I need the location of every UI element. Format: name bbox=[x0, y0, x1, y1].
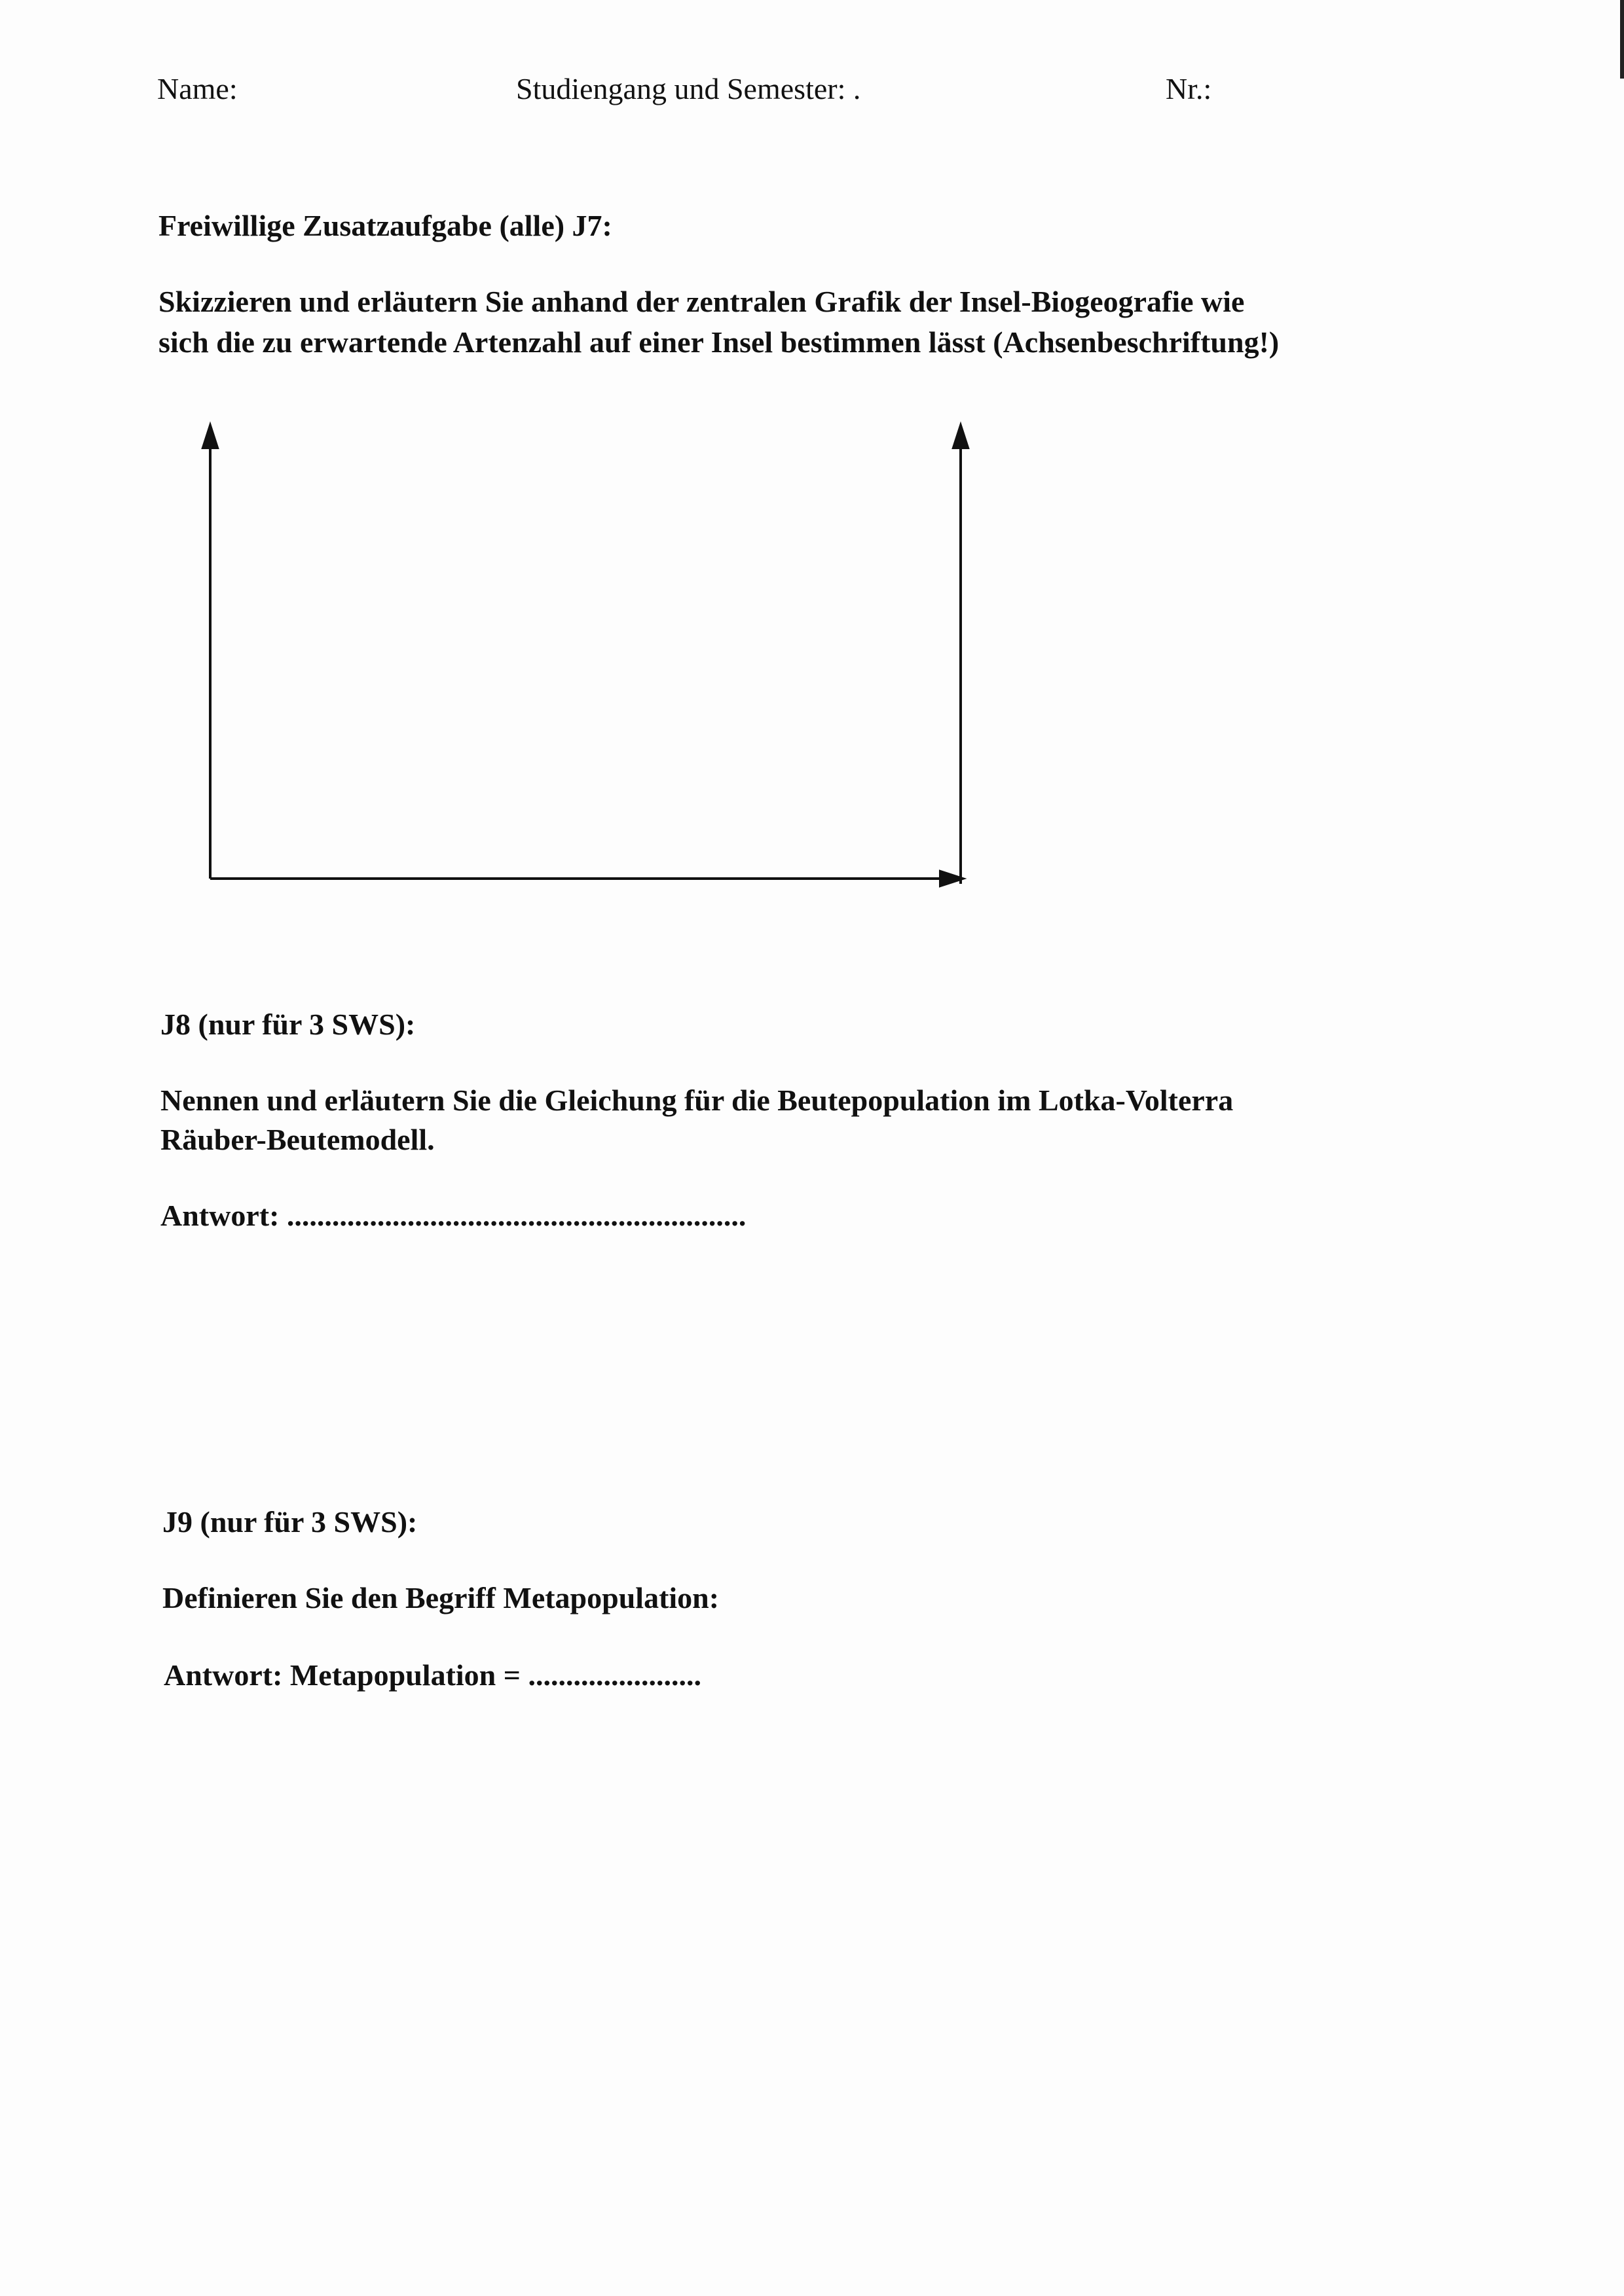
program-semester-label: Studiengang und Semester: . bbox=[516, 72, 861, 105]
j7-prompt-line-1: Skizzieren und erläutern Sie anhand der zentralen Grafik der Insel-Biogeografie wie bbox=[158, 285, 1245, 318]
j8-title: J8 (nur für 3 SWS): bbox=[160, 1008, 416, 1041]
j9-answer-line: Antwort: Metapopulation = ....................... bbox=[164, 1658, 701, 1692]
j9-title: J9 (nur für 3 SWS): bbox=[162, 1505, 418, 1539]
j7-prompt-line-2: sich die zu erwartende Artenzahl auf einer Insel bestimmen lässt (Achsenbeschriftung!) bbox=[158, 325, 1280, 359]
number-label: Nr.: bbox=[1166, 72, 1212, 105]
left-axis-arrowhead-icon bbox=[203, 426, 217, 448]
x-axis-arrowhead-icon bbox=[940, 871, 963, 886]
j8-answer-line: Antwort: ............................................................. bbox=[160, 1199, 747, 1232]
j8-prompt-line-2: Räuber-Beutemodell. bbox=[160, 1123, 435, 1156]
j7-title: Freiwillige Zusatzaufgabe (alle) J7: bbox=[158, 209, 612, 242]
j8-prompt-line-1: Nennen und erläutern Sie die Gleichung für die Beutepopulation im Lotka-Volterra bbox=[160, 1084, 1234, 1117]
j9-prompt: Definieren Sie den Begriff Metapopulation: bbox=[162, 1581, 720, 1614]
right-axis-arrowhead-icon bbox=[953, 426, 968, 448]
sketch-axes-frame bbox=[0, 0, 1624, 917]
name-label: Name: bbox=[157, 72, 238, 105]
